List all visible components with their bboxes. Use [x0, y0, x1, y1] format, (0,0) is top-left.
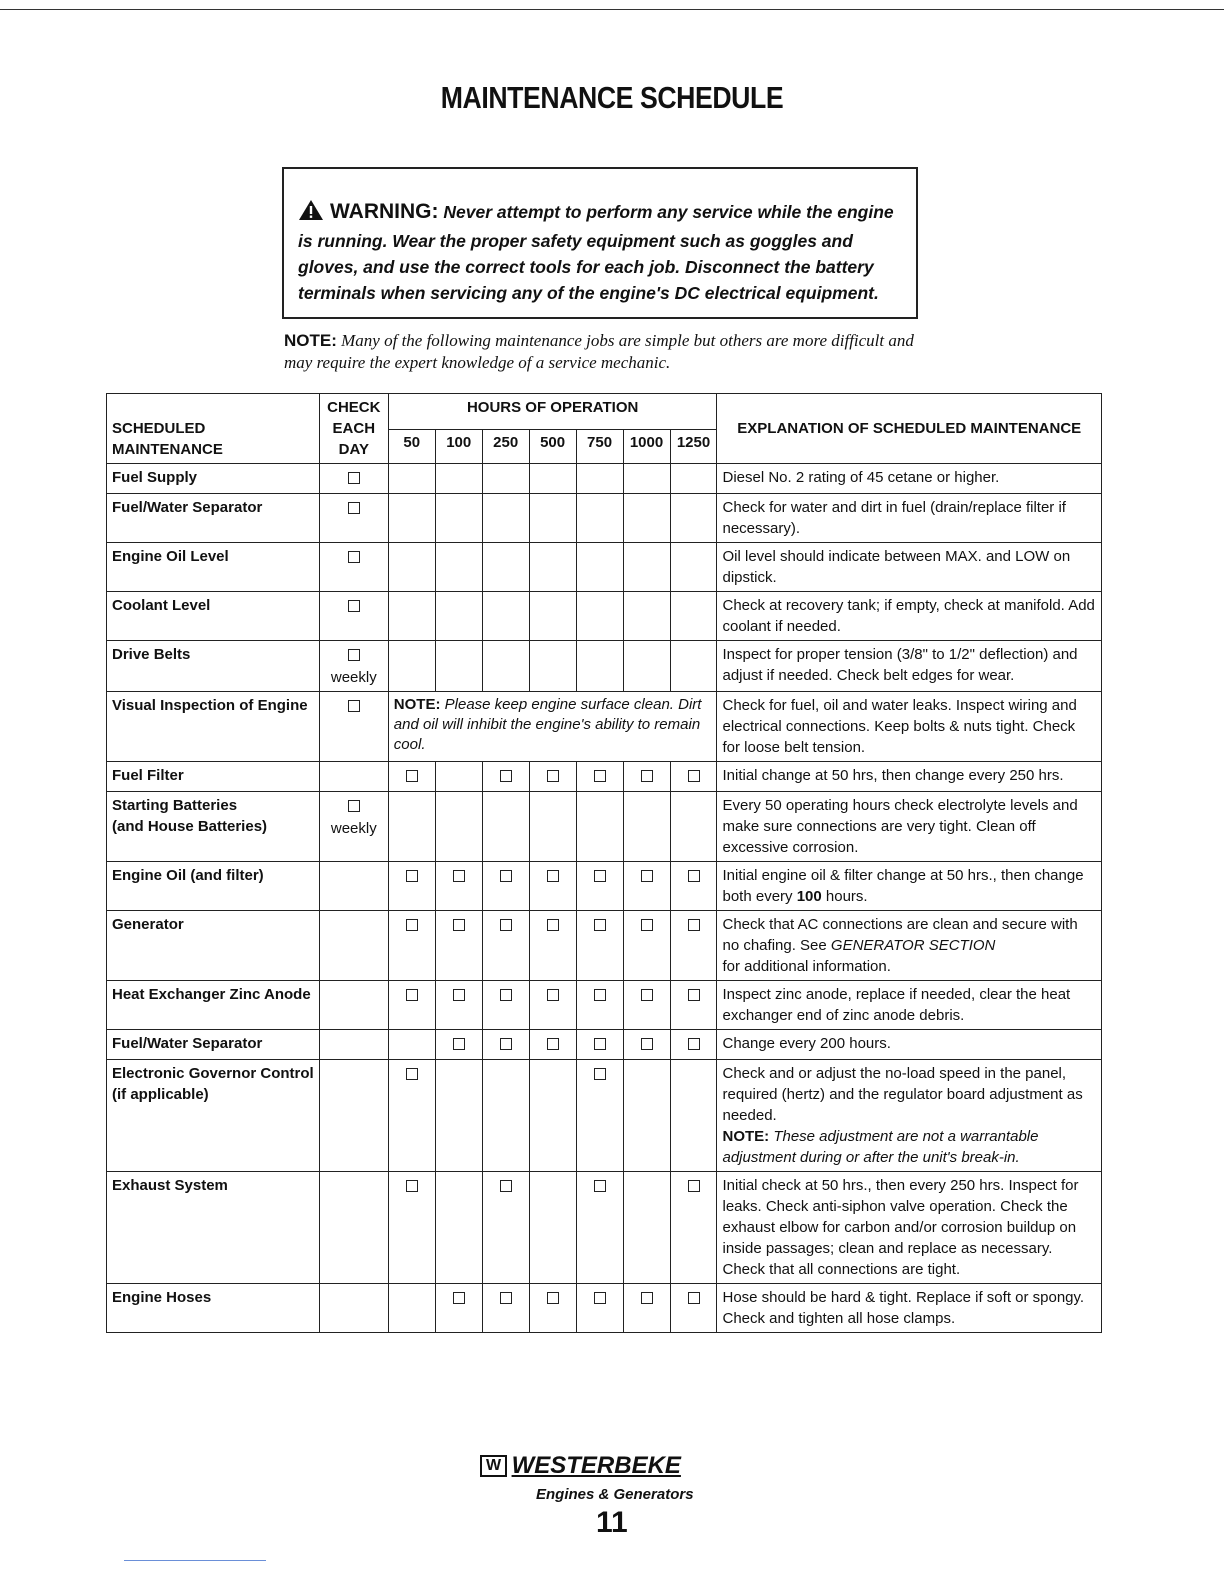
hour-interval-cell [529, 911, 576, 981]
explanation-text: Initial change at 50 hrs, then change every 250 hrs. [722, 767, 1064, 784]
item-name: Fuel Supply [112, 469, 198, 486]
checkbox-icon [348, 800, 360, 812]
hour-col-header: 100 [435, 430, 482, 464]
hour-interval-cell [670, 494, 717, 543]
hour-interval-cell [670, 762, 717, 792]
hour-interval-cell [388, 641, 435, 692]
hour-interval-cell [576, 494, 623, 543]
hour-interval-cell [482, 464, 529, 494]
explanation-cell [717, 1172, 1102, 1284]
page-number: 11 [596, 1506, 628, 1539]
item-name: Fuel/Water Separator [112, 1035, 263, 1052]
check-each-day-cell [319, 911, 388, 981]
hour-interval-cell [529, 792, 576, 862]
check-each-day-cell [319, 1030, 388, 1060]
checkbox-icon [688, 1038, 700, 1050]
hour-interval-cell [670, 792, 717, 862]
hour-interval-cell [388, 1172, 435, 1284]
explanation-cell [717, 762, 1102, 792]
maintenance-item [107, 543, 320, 592]
check-each-day-cell [319, 641, 388, 692]
hour-interval-cell [388, 762, 435, 792]
hour-interval-cell [670, 1172, 717, 1284]
explanation-cell [717, 543, 1102, 592]
maintenance-item [107, 981, 320, 1030]
check-each-day-cell [319, 1172, 388, 1284]
item-name: Visual Inspection of Engine [112, 697, 308, 714]
maintenance-item [107, 692, 320, 762]
checkbox-icon [348, 502, 360, 514]
hour-interval-cell [670, 1030, 717, 1060]
check-each-day-cell [319, 862, 388, 911]
hour-interval-cell [623, 1030, 670, 1060]
explanation-note-label: NOTE: [722, 1128, 770, 1145]
hour-interval-cell [482, 1030, 529, 1060]
hour-interval-cell [623, 1172, 670, 1284]
hour-interval-cell [388, 494, 435, 543]
item-subname: (and House Batteries) [112, 818, 268, 835]
check-each-day-cell [319, 981, 388, 1030]
hour-interval-cell [435, 1030, 482, 1060]
hour-interval-cell [623, 792, 670, 862]
explanation-cell [717, 1284, 1102, 1333]
explanation-text: Change every 200 hours. [722, 1035, 891, 1052]
hour-interval-cell [623, 464, 670, 494]
checkbox-icon [547, 770, 559, 782]
note-text: Many of the following maintenance jobs are simple but others are more difficult and may require the expert knowledge of a service mechanic. [284, 331, 914, 372]
hour-interval-cell [623, 543, 670, 592]
explanation-text: Check that AC connections are clean and secure with no chafing. See [722, 916, 1078, 954]
checkbox-icon [406, 870, 418, 882]
check-each-day-cell [319, 1060, 388, 1172]
checkbox-icon [594, 870, 606, 882]
hour-interval-cell [576, 592, 623, 641]
maintenance-item [107, 1172, 320, 1284]
checkbox-icon [500, 1180, 512, 1192]
hour-interval-cell [482, 911, 529, 981]
hour-interval-cell [529, 641, 576, 692]
hour-interval-cell [435, 911, 482, 981]
hour-interval-cell [388, 543, 435, 592]
check-each-day-cell [319, 543, 388, 592]
check-each-day-cell [319, 1284, 388, 1333]
explanation-cell [717, 592, 1102, 641]
hour-interval-cell [623, 1060, 670, 1172]
hour-interval-cell [388, 911, 435, 981]
table-body [107, 464, 1102, 1333]
hour-interval-cell [435, 1060, 482, 1172]
checkbox-icon [547, 919, 559, 931]
checkbox-icon [406, 989, 418, 1001]
hour-interval-cell [670, 862, 717, 911]
hour-interval-cell [529, 543, 576, 592]
checkbox-icon [594, 770, 606, 782]
checkbox-icon [688, 1180, 700, 1192]
explanation-text: Initial engine oil & filter change at 50 hrs., then change both every [722, 867, 1084, 905]
table-row [107, 1172, 1102, 1284]
hour-interval-cell [576, 762, 623, 792]
maintenance-item [107, 792, 320, 862]
hour-interval-cell [529, 464, 576, 494]
check-each-day-cell [319, 592, 388, 641]
header-hours: HOURS OF OPERATION [388, 394, 717, 430]
hour-interval-cell [529, 1030, 576, 1060]
explanation-italic: GENERATOR SECTION [830, 937, 996, 954]
checkbox-icon [500, 870, 512, 882]
explanation-text: Oil level should indicate between MAX. and LOW on dipstick. [722, 548, 1071, 586]
top-rule [0, 9, 1224, 10]
checkbox-icon [453, 989, 465, 1001]
hour-interval-cell [482, 1060, 529, 1172]
maintenance-item [107, 1030, 320, 1060]
hour-interval-cell [482, 592, 529, 641]
hour-interval-cell [435, 1284, 482, 1333]
hour-interval-cell [435, 1172, 482, 1284]
explanation-cell [717, 911, 1102, 981]
explanation-text: Inspect for proper tension (3/8" to 1/2" deflection) and adjust if needed. Check belt edges for wear. [722, 646, 1078, 684]
checkbox-icon [641, 770, 653, 782]
checkbox-icon [406, 1180, 418, 1192]
explanation-text: Inspect zinc anode, replace if needed, clear the heat exchanger end of zinc anode debris. [722, 986, 1071, 1024]
hour-interval-cell [623, 762, 670, 792]
hour-interval-cell [623, 911, 670, 981]
hour-interval-cell [576, 792, 623, 862]
explanation-cell [717, 1030, 1102, 1060]
maintenance-item [107, 494, 320, 543]
hour-interval-cell [435, 494, 482, 543]
hour-interval-cell [482, 762, 529, 792]
checkbox-icon [594, 1292, 606, 1304]
explanation-text: Check for water and dirt in fuel (drain/replace filter if necessary). [722, 499, 1066, 537]
checkbox-icon [453, 1292, 465, 1304]
maintenance-item [107, 1284, 320, 1333]
item-name: Drive Belts [112, 646, 191, 663]
note-label: NOTE: [284, 331, 337, 350]
checkbox-icon [348, 472, 360, 484]
brand-name: WESTERBEKE [511, 1452, 681, 1479]
hours-note-cell [388, 692, 717, 762]
hour-interval-cell [388, 464, 435, 494]
checkbox-icon [688, 989, 700, 1001]
hour-interval-cell [529, 1284, 576, 1333]
hour-interval-cell [529, 862, 576, 911]
hour-interval-cell [623, 981, 670, 1030]
table-row [107, 862, 1102, 911]
table-row [107, 543, 1102, 592]
hour-interval-cell [388, 1060, 435, 1172]
table-row [107, 1030, 1102, 1060]
explanation-note-text: These adjustment are not a warrantable adjustment during or after the unit's break-in. [722, 1128, 1039, 1166]
hour-interval-cell [482, 1172, 529, 1284]
table-row [107, 911, 1102, 981]
hour-interval-cell [388, 1030, 435, 1060]
item-name: Engine Oil (and filter) [112, 867, 264, 884]
intro-note [284, 330, 924, 374]
checkbox-icon [594, 1038, 606, 1050]
hour-col-header: 50 [388, 430, 435, 464]
checkbox-icon [641, 870, 653, 882]
header-check: CHECK EACH DAY [319, 394, 388, 464]
item-name: Electronic Governor Control [112, 1065, 314, 1082]
hour-interval-cell [435, 762, 482, 792]
checkbox-icon [500, 770, 512, 782]
checkbox-icon [500, 1038, 512, 1050]
table-row [107, 464, 1102, 494]
hour-interval-cell [576, 1284, 623, 1333]
explanation-text: Check and or adjust the no-load speed in the panel, required (hertz) and the regulator board adjustment as needed. [722, 1065, 1083, 1124]
table-row [107, 1060, 1102, 1172]
explanation-tail: hours. [825, 888, 868, 905]
hour-interval-cell [482, 494, 529, 543]
hour-interval-cell [482, 543, 529, 592]
hour-interval-cell [388, 592, 435, 641]
table-row [107, 692, 1102, 762]
hour-interval-cell [576, 1030, 623, 1060]
checkbox-icon [406, 1068, 418, 1080]
checkbox-icon [453, 919, 465, 931]
warning-label: WARNING: [330, 200, 439, 223]
page-title: MAINTENANCE SCHEDULE [440, 80, 784, 115]
brand-tagline: Engines & Generators [536, 1486, 694, 1503]
check-each-day-cell [319, 692, 388, 762]
table-row [107, 641, 1102, 692]
maintenance-item [107, 464, 320, 494]
checkbox-icon [594, 919, 606, 931]
warning-triangle-icon [298, 199, 324, 228]
hour-col-header: 750 [576, 430, 623, 464]
checkbox-icon [688, 870, 700, 882]
checkbox-icon [547, 1038, 559, 1050]
checkbox-icon [641, 1038, 653, 1050]
hour-interval-cell [388, 981, 435, 1030]
checkbox-icon [641, 989, 653, 1001]
maintenance-item [107, 911, 320, 981]
hour-interval-cell [482, 1284, 529, 1333]
item-name: Exhaust System [112, 1177, 228, 1194]
explanation-cell [717, 692, 1102, 762]
hours-note-text: Please keep engine surface clean. Dirt and oil will inhibit the engine's ability to remain cool. [393, 696, 702, 753]
maintenance-item [107, 862, 320, 911]
hour-interval-cell [576, 464, 623, 494]
explanation-cell [717, 981, 1102, 1030]
hour-col-header: 1000 [623, 430, 670, 464]
checkbox-icon [641, 1292, 653, 1304]
hour-col-header: 1250 [670, 430, 717, 464]
item-name: Coolant Level [112, 597, 211, 614]
checkbox-icon [500, 1292, 512, 1304]
maintenance-item [107, 592, 320, 641]
explanation-cell [717, 464, 1102, 494]
hour-interval-cell [576, 981, 623, 1030]
check-frequency: weekly [330, 820, 377, 837]
hour-interval-cell [670, 981, 717, 1030]
hour-interval-cell [435, 641, 482, 692]
checkbox-icon [594, 989, 606, 1001]
explanation-cell [717, 862, 1102, 911]
hour-interval-cell [388, 1284, 435, 1333]
item-subname: (if applicable) [112, 1086, 209, 1103]
hour-interval-cell [482, 641, 529, 692]
warning-text: Never attempt to perform any service while the engine is running. Wear the proper safety equipment such as goggles and gloves, and use the correct tools for each job. Disconnect the battery terminals when servicing any of the engine's DC electrical equipment. [298, 202, 894, 303]
warning-box [282, 167, 918, 319]
item-name: Engine Hoses [112, 1289, 212, 1306]
checkbox-icon [688, 1292, 700, 1304]
hour-interval-cell [623, 494, 670, 543]
hour-col-header: 250 [482, 430, 529, 464]
hour-interval-cell [670, 1060, 717, 1172]
hour-interval-cell [435, 592, 482, 641]
hour-interval-cell [670, 641, 717, 692]
checkbox-icon [406, 919, 418, 931]
table-row [107, 1284, 1102, 1333]
table-row [107, 981, 1102, 1030]
hour-interval-cell [435, 464, 482, 494]
hour-interval-cell [529, 981, 576, 1030]
maintenance-item [107, 762, 320, 792]
hour-interval-cell [482, 862, 529, 911]
hour-interval-cell [623, 641, 670, 692]
explanation-cell [717, 792, 1102, 862]
item-name: Engine Oil Level [112, 548, 229, 565]
item-name: Heat Exchanger Zinc Anode [112, 986, 311, 1003]
hour-interval-cell [482, 792, 529, 862]
item-name: Starting Batteries [112, 797, 238, 814]
hour-interval-cell [435, 543, 482, 592]
checkbox-icon [348, 600, 360, 612]
table-row [107, 762, 1102, 792]
check-frequency: weekly [330, 669, 377, 686]
hour-interval-cell [529, 1060, 576, 1172]
hour-interval-cell [482, 981, 529, 1030]
checkbox-icon [453, 1038, 465, 1050]
hour-interval-cell [435, 862, 482, 911]
checkbox-icon [688, 919, 700, 931]
item-name: Generator [112, 916, 184, 933]
checkbox-icon [500, 989, 512, 1001]
maintenance-table [106, 393, 1102, 1333]
westerbeke-logo-mark: W [480, 1455, 507, 1477]
hour-interval-cell [576, 1060, 623, 1172]
hour-interval-cell [576, 862, 623, 911]
hour-interval-cell [623, 1284, 670, 1333]
explanation-text: Check at recovery tank; if empty, check at manifold. Add coolant if needed. [722, 597, 1095, 635]
explanation-text: Diesel No. 2 rating of 45 cetane or higher. [722, 469, 1000, 486]
checkbox-icon [453, 870, 465, 882]
hour-interval-cell [670, 1284, 717, 1333]
checkbox-icon [594, 1180, 606, 1192]
header-explanation: EXPLANATION OF SCHEDULED MAINTENANCE [717, 394, 1102, 464]
checkbox-icon [348, 649, 360, 661]
checkbox-icon [688, 770, 700, 782]
hour-interval-cell [623, 862, 670, 911]
table-row [107, 494, 1102, 543]
hour-interval-cell [576, 1172, 623, 1284]
explanation-tail: for additional information. [722, 958, 891, 975]
check-each-day-cell [319, 464, 388, 494]
checkbox-icon [547, 989, 559, 1001]
explanation-text: Hose should be hard & tight. Replace if soft or spongy. Check and tighten all hose clamps. [722, 1289, 1085, 1327]
hour-interval-cell [529, 762, 576, 792]
table-row [107, 792, 1102, 862]
explanation-text: Every 50 operating hours check electrolyte levels and make sure connections are very tight. Clean off excessive corrosion. [722, 797, 1078, 856]
hour-interval-cell [670, 911, 717, 981]
header-scheduled: SCHEDULED MAINTENANCE [107, 394, 320, 464]
explanation-bold: 100 [796, 888, 822, 905]
explanation-cell [717, 494, 1102, 543]
explanation-text: Check for fuel, oil and water leaks. Inspect wiring and electrical connections. Keep bolts & nuts tight. Check for loose belt tension. [722, 697, 1077, 756]
hour-interval-cell [670, 543, 717, 592]
explanation-cell [717, 1060, 1102, 1172]
checkbox-icon [547, 870, 559, 882]
checkbox-icon [348, 700, 360, 712]
hour-interval-cell [576, 911, 623, 981]
item-name: Fuel/Water Separator [112, 499, 263, 516]
hour-interval-cell [623, 592, 670, 641]
table-row [107, 592, 1102, 641]
explanation-cell [717, 641, 1102, 692]
hour-interval-cell [529, 494, 576, 543]
checkbox-icon [594, 1068, 606, 1080]
hour-interval-cell [576, 641, 623, 692]
footer-logo [480, 1452, 740, 1503]
checkbox-icon [348, 551, 360, 563]
hour-col-header: 500 [529, 430, 576, 464]
hour-interval-cell [576, 543, 623, 592]
hour-interval-cell [435, 981, 482, 1030]
checkbox-icon [406, 770, 418, 782]
hour-interval-cell [388, 862, 435, 911]
hour-interval-cell [529, 1172, 576, 1284]
hour-interval-cell [670, 592, 717, 641]
check-each-day-cell [319, 792, 388, 862]
hour-interval-cell [529, 592, 576, 641]
check-each-day-cell [319, 494, 388, 543]
maintenance-item [107, 1060, 320, 1172]
hour-interval-cell [670, 464, 717, 494]
hours-note-label: NOTE: [393, 696, 441, 713]
bottom-rule [124, 1560, 266, 1561]
hour-interval-cell [435, 792, 482, 862]
check-each-day-cell [319, 762, 388, 792]
explanation-text: Initial check at 50 hrs., then every 250 hrs. Inspect for leaks. Check anti-siphon valve operation. Check the exhaust elbow for carbon and/or corrosion buildup on inside passages; clean and replace as necessary. Check that all connections are tight. [722, 1177, 1079, 1278]
maintenance-item [107, 641, 320, 692]
hour-interval-cell [388, 792, 435, 862]
item-name: Fuel Filter [112, 767, 184, 784]
checkbox-icon [547, 1292, 559, 1304]
checkbox-icon [500, 919, 512, 931]
checkbox-icon [641, 919, 653, 931]
